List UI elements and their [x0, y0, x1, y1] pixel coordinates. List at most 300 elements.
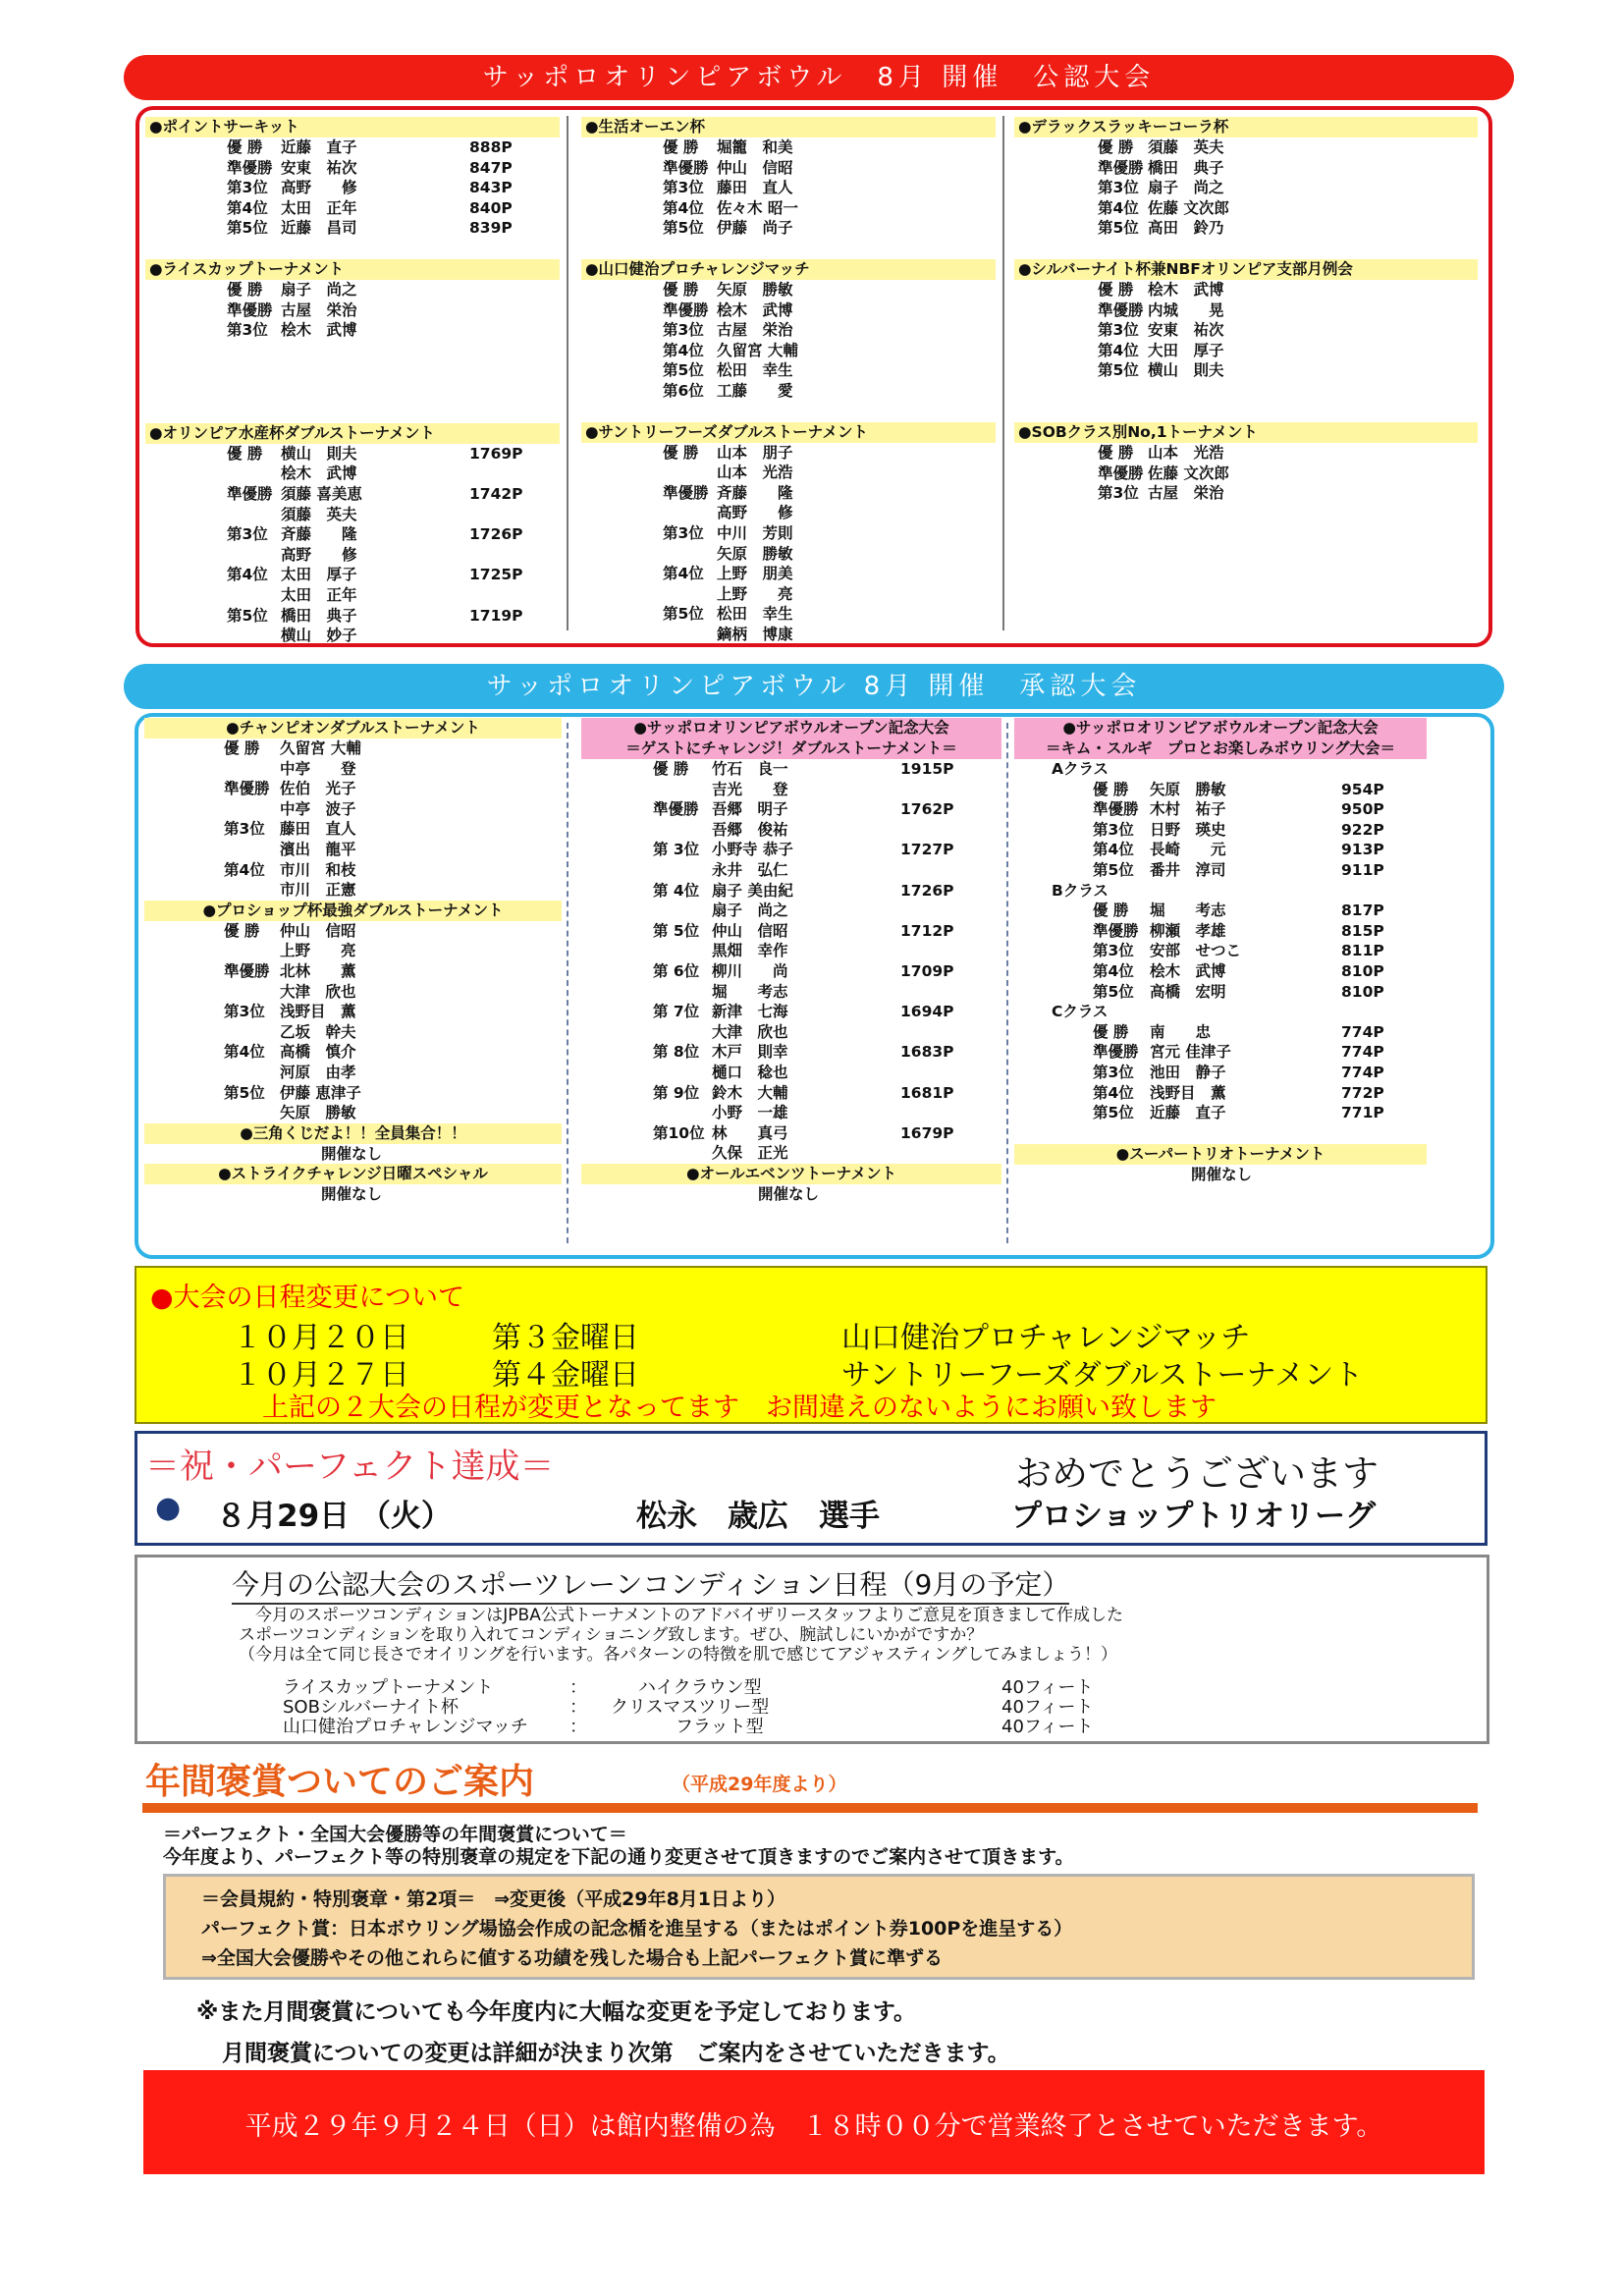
player-name: 鏑柄 博康	[717, 625, 793, 643]
approved-column-1	[144, 718, 562, 1205]
player-name: 市川 和枝	[280, 860, 356, 879]
result-row	[1014, 799, 1427, 820]
lane-text: （今月は全て同じ長さでオイリングを行います。各パターンの特徴を肌で感じてアジャスティングしてみましょう！）	[239, 1645, 1118, 1665]
rank-label: 準優勝	[224, 780, 270, 798]
result-row	[581, 137, 996, 158]
award-title: 年間褒賞ついてのご案内	[145, 1762, 535, 1802]
player-name: 北林 薫	[280, 961, 356, 980]
player-name: 長崎 元	[1150, 841, 1226, 859]
player-name: 浅野目 薫	[1150, 1083, 1226, 1102]
score: 843P	[469, 179, 513, 197]
rank-label: 第 4位	[653, 881, 700, 900]
change-event-1: 山口健治プロチャレンジマッチ	[841, 1321, 1251, 1355]
score: 922P	[1341, 820, 1384, 839]
rank-label: 第5位	[663, 361, 704, 380]
player-name: 佐々木 昭一	[717, 198, 798, 217]
rank-label: 第4位	[227, 566, 268, 584]
result-row	[581, 1083, 1001, 1104]
result-row	[581, 523, 996, 544]
result-row	[144, 982, 562, 1003]
rank-label: 第3位	[227, 179, 268, 197]
result-row	[581, 564, 996, 584]
result-row	[1014, 320, 1478, 341]
player-name: 佐藤 文次郎	[1148, 198, 1229, 217]
result-row	[1014, 464, 1478, 484]
result-row	[144, 799, 562, 820]
closing-notice	[143, 2070, 1485, 2174]
rank-label: 第3位	[227, 525, 268, 544]
rank-label: 第4位	[224, 1043, 265, 1062]
change-date-1: １０月２０日	[233, 1321, 409, 1355]
rank-label: 第3位	[227, 321, 268, 340]
result-row	[145, 280, 560, 301]
result-row	[581, 218, 996, 239]
rank-label: 準優勝	[653, 800, 699, 819]
result-row	[581, 1143, 1001, 1164]
rank-label: 準優勝	[1098, 301, 1144, 319]
result-row	[145, 565, 560, 585]
score: 840P	[469, 198, 513, 217]
player-name: 高野 修	[281, 545, 357, 564]
score: 1709P	[900, 961, 954, 980]
change-day-1: 第３金曜日	[492, 1321, 639, 1355]
player-name: 伊藤 尚子	[717, 219, 793, 238]
result-row	[581, 941, 1001, 961]
result-row	[145, 524, 560, 545]
rank-label: 第5位	[1098, 361, 1139, 380]
section-title: ●プロショップ杯最強ダブルストーナメント	[144, 901, 562, 921]
award-rule: ⇒全国大会優勝やその他これらに値する功績を残した場合も上記パーフェクト賞に準ずる	[201, 1947, 944, 1969]
result-row	[581, 961, 1001, 982]
rank-label: 第4位	[1093, 961, 1134, 980]
player-name: 竹石 良一	[712, 760, 788, 778]
perfect-player: 松永 歳広 選手	[636, 1499, 880, 1534]
rank-label: 準優勝	[1098, 158, 1144, 177]
rank-label: 第4位	[1098, 198, 1139, 217]
player-name: 扇子 尚之	[281, 280, 357, 299]
player-name: 横山 則夫	[281, 444, 357, 463]
score: 810P	[1341, 982, 1384, 1001]
perfect-date: ８月29日 （火）	[216, 1499, 452, 1534]
result-row	[144, 921, 562, 942]
list-item: 開催なし	[758, 1184, 820, 1203]
player-name: 大田 厚子	[1148, 341, 1224, 359]
rank-label: 第 6位	[653, 961, 700, 980]
result-row	[581, 584, 996, 605]
player-name: 鈴木 大輔	[712, 1083, 788, 1102]
lane-pattern: ハイクラウン型	[638, 1677, 762, 1698]
award-note: ※また月間褒賞についても今年度内に大幅な変更を予定しております。	[196, 1999, 917, 2025]
perfect-title: ＝祝・パーフェクト達成＝	[145, 1448, 555, 1487]
award-text: 今年度より、パーフェクト等の特別褒章の規定を下記の通り変更させて頂きますのでご案内させて頂きます。	[163, 1846, 1074, 1868]
closing-notice-text: 平成２９年９月２４日（日）は館内整備の為 １８時００分で営業終了とさせていただきます。	[244, 2111, 1383, 2142]
player-name: 宮元 佳津子	[1150, 1043, 1231, 1062]
result-row	[144, 941, 562, 961]
approved-column-2	[581, 718, 1001, 1204]
rank-label: 第3位	[663, 179, 704, 197]
result-row	[581, 604, 996, 625]
player-name: 須藤 英夫	[281, 505, 357, 523]
section-title: ●チャンピオンダブルストーナメント	[144, 718, 562, 738]
divider	[1006, 723, 1008, 1243]
score: 1712P	[900, 921, 954, 940]
rank-label: 第4位	[1093, 1083, 1134, 1102]
section-title: ●サントリーフーズダブルストーナメント	[581, 422, 996, 443]
player-name: 中亭 波子	[280, 799, 356, 818]
player-name: 中川 芳則	[717, 523, 793, 542]
player-name: 安東 祐次	[1148, 321, 1224, 340]
rank-label: 第5位	[663, 219, 704, 238]
player-name: 池田 静子	[1150, 1063, 1226, 1081]
player-name: 堀 考志	[1150, 902, 1226, 920]
result-row	[144, 1144, 562, 1165]
score: 1681P	[900, 1083, 954, 1102]
award-underline	[142, 1803, 1478, 1813]
rank-label: 第 5位	[653, 921, 700, 940]
result-row	[581, 1063, 1001, 1083]
score: 847P	[469, 158, 513, 177]
result-row	[1014, 901, 1427, 921]
result-row	[145, 198, 560, 219]
player-name: 中亭 登	[280, 759, 356, 778]
section-title: ●サッポロオリンピアボウルオープン記念大会	[581, 718, 1001, 738]
class-name: Cクラス	[1052, 1003, 1109, 1021]
score: 1725P	[469, 566, 523, 584]
score: 772P	[1341, 1083, 1384, 1102]
result-row	[145, 158, 560, 179]
result-row	[581, 198, 996, 219]
player-name: 佐藤 文次郎	[1148, 464, 1229, 482]
result-row	[1014, 1103, 1427, 1123]
player-name: 高野 修	[281, 179, 357, 197]
result-row	[1014, 982, 1427, 1003]
official-column-2	[581, 117, 996, 644]
rank-label: 第 3位	[653, 841, 700, 859]
score: 817P	[1341, 902, 1384, 920]
result-row	[145, 137, 560, 158]
rank-label: 第3位	[1098, 484, 1139, 503]
player-name: 高田 鈴乃	[1148, 219, 1224, 238]
player-name: 須藤 英夫	[1148, 138, 1224, 156]
rank-label: 優 勝	[1098, 280, 1134, 299]
result-row	[1014, 483, 1478, 504]
official-column-3	[1014, 117, 1478, 504]
player-name: 山本 光浩	[1148, 443, 1224, 462]
result-row	[145, 505, 560, 525]
player-name: 高橋 宏明	[1150, 982, 1226, 1001]
lane-sep: ：	[569, 1677, 587, 1698]
rank-label: 第3位	[1093, 942, 1134, 960]
result-row	[145, 606, 560, 627]
result-row	[144, 860, 562, 881]
rank-label: 第4位	[224, 860, 265, 879]
player-name: 黒畑 幸作	[712, 942, 788, 960]
result-row	[1014, 820, 1427, 841]
score: 1679P	[900, 1123, 954, 1142]
player-name: 堀籠 和美	[717, 138, 793, 156]
rank-label: 準優勝	[227, 301, 273, 319]
player-name: 高野 修	[717, 504, 793, 522]
result-row	[1014, 840, 1427, 860]
player-name: 樋口 稔也	[712, 1063, 788, 1081]
award-subtitle: （平成29年度より）	[672, 1774, 847, 1795]
player-name: 柳瀬 孝雄	[1150, 921, 1226, 940]
award-rule: ＝会員規約・特別褒章・第2項＝ ⇒変更後（平成29年8月1日より）	[201, 1888, 786, 1910]
result-row	[581, 840, 1001, 860]
player-name: 横山 妙子	[281, 627, 357, 645]
result-row	[144, 1063, 562, 1083]
list-item: 開催なし	[1191, 1165, 1253, 1183]
player-name: 扇子 美由紀	[712, 881, 793, 900]
rank-label: 第3位	[663, 523, 704, 542]
player-name: 扇子 尚之	[712, 902, 788, 920]
section-title: ●シルバーナイト杯兼NBFオリンピア支部月例会	[1014, 259, 1478, 280]
player-name: 安部 せつこ	[1150, 942, 1242, 960]
score: 1762P	[900, 800, 954, 819]
rank-label: 第 9位	[653, 1083, 700, 1102]
rank-label: 第6位	[663, 381, 704, 400]
player-name: 斉藤 隆	[281, 525, 357, 544]
result-row	[581, 320, 996, 341]
section-title: ●ポイントサーキット	[145, 117, 560, 137]
rank-label: 準優勝	[224, 961, 270, 980]
result-row	[581, 1103, 1001, 1123]
player-name: 須藤 喜美恵	[281, 484, 362, 503]
rank-label: 優 勝	[227, 444, 263, 463]
rank-label: 第4位	[663, 198, 704, 217]
award-note: 月間褒賞についての変更は詳細が決まり次第 ご案内をさせていただきます。	[222, 2041, 1010, 2066]
rank-label: 第5位	[1098, 219, 1139, 238]
player-name: 松田 幸生	[717, 361, 793, 380]
player-name: 浅野目 薫	[280, 1003, 356, 1021]
section-title: ●山口健治プロチャレンジマッチ	[581, 259, 996, 280]
result-row	[1014, 137, 1478, 158]
section-title: ●ストライクチャレンジ日曜スペシャル	[144, 1164, 562, 1184]
result-row	[581, 921, 1001, 942]
change-note: 上記の２大会の日程が変更となってます お間違えのないようにお願い致します	[262, 1393, 1217, 1423]
result-row	[144, 1042, 562, 1063]
player-name: 濱出 龍平	[280, 840, 356, 858]
result-row	[144, 1184, 562, 1205]
lane-pattern: フラット型	[676, 1717, 764, 1737]
lane-event: SOBシルバーナイト杯	[283, 1697, 459, 1718]
rank-label: 準優勝	[227, 158, 273, 177]
lane-event: 山口健治プロチャレンジマッチ	[283, 1717, 528, 1737]
approved-banner: サッポロオリンピアボウル 8月 開催 承認大会	[124, 664, 1504, 709]
rank-label: 優 勝	[224, 921, 260, 940]
rank-label: 第5位	[1093, 860, 1134, 879]
player-name: 木戸 則幸	[712, 1043, 788, 1062]
player-name: 吾郷 俊祐	[712, 820, 788, 839]
player-name: 内城 晃	[1148, 301, 1224, 319]
player-name: 近藤 直子	[281, 138, 357, 156]
rank-label: 優 勝	[227, 138, 263, 156]
perfect-league: プロショップトリオリーグ	[1011, 1499, 1377, 1534]
result-row	[1014, 360, 1478, 381]
result-row	[144, 819, 562, 840]
rank-label: 第3位	[224, 820, 265, 839]
section-title: ●オールエベンツトーナメント	[581, 1164, 1001, 1184]
player-name: 近藤 昌司	[281, 219, 357, 238]
result-row	[581, 483, 996, 504]
score: 811P	[1341, 942, 1384, 960]
divider	[567, 116, 568, 630]
rank-label: 第3位	[663, 321, 704, 340]
section-title: ＝ゲストにチャレンジ！ダブルストーナメント＝	[581, 738, 1001, 759]
score: 888P	[469, 138, 513, 156]
rank-label: 優 勝	[663, 280, 699, 299]
score: 774P	[1341, 1063, 1384, 1081]
player-name: 桧木 武博	[1148, 280, 1224, 299]
rank-label: 優 勝	[1093, 902, 1129, 920]
rank-label: 準優勝	[1093, 800, 1139, 819]
player-name: 近藤 直子	[1150, 1104, 1226, 1122]
result-row	[1014, 443, 1478, 464]
rank-label: 第3位	[1098, 179, 1139, 197]
result-row	[581, 381, 996, 402]
player-name: 扇子 尚之	[1148, 179, 1224, 197]
rank-label: 優 勝	[224, 739, 260, 757]
rank-label: 第5位	[227, 219, 268, 238]
player-name: 堀 考志	[712, 982, 788, 1001]
result-row	[145, 218, 560, 239]
result-row	[1014, 280, 1478, 301]
divider	[567, 723, 568, 1243]
lane-condition-box	[135, 1555, 1489, 1744]
score: 774P	[1341, 1043, 1384, 1062]
score: 911P	[1341, 860, 1384, 879]
class-name: Aクラス	[1052, 760, 1109, 778]
player-name: 山本 光浩	[717, 464, 793, 482]
section-title: ●オリンピア水産杯ダブルストーナメント	[145, 423, 560, 444]
rank-label: 準優勝	[1098, 464, 1144, 482]
result-row	[144, 1022, 562, 1043]
result-row	[581, 360, 996, 381]
player-name: 河原 由孝	[280, 1063, 356, 1081]
player-name: 仲山 信昭	[280, 921, 356, 940]
score: 913P	[1341, 841, 1384, 859]
lane-sep: ：	[569, 1717, 587, 1737]
result-row	[145, 464, 560, 484]
player-name: 高橋 慎介	[280, 1043, 356, 1062]
player-name: 桧木 武博	[281, 465, 357, 483]
divider	[1002, 116, 1004, 630]
rank-label: 準優勝	[663, 483, 709, 502]
score: 839P	[469, 219, 513, 238]
result-row	[581, 341, 996, 361]
official-banner: サッポロオリンピアボウル 8月 開催 公認大会	[124, 55, 1514, 100]
rank-label: 第4位	[1098, 341, 1139, 359]
schedule-change-box	[135, 1266, 1488, 1424]
score: 1726P	[469, 525, 523, 544]
rank-label: 第 8位	[653, 1043, 700, 1062]
rank-label: 準優勝	[663, 158, 709, 177]
rank-label: 第5位	[1093, 982, 1134, 1001]
player-name: 永井 弘仁	[712, 860, 788, 879]
result-row	[1014, 921, 1427, 942]
score: 1727P	[900, 841, 954, 859]
player-name: 日野 瑛史	[1150, 820, 1226, 839]
player-name: 仲山 信昭	[717, 158, 793, 177]
score: 1719P	[469, 606, 523, 625]
player-name: 新津 七海	[712, 1003, 788, 1021]
award-rule: パーフェクト賞：日本ボウリング場協会作成の記念楯を進呈する（またはポイント券100Pを進呈する）	[201, 1918, 1073, 1940]
result-row	[581, 982, 1001, 1003]
result-row	[1014, 301, 1478, 321]
score: 1915P	[900, 760, 954, 778]
score: 1683P	[900, 1043, 954, 1062]
result-row	[581, 1002, 1001, 1022]
award-rule-box	[163, 1874, 1475, 1980]
result-row	[145, 585, 560, 606]
section-title: ●サッポロオリンピアボウルオープン記念大会	[1014, 718, 1427, 738]
rank-label: 第5位	[224, 1083, 265, 1102]
rank-label: 第4位	[663, 341, 704, 359]
section-title: ●スーパートリオトーナメント	[1014, 1144, 1427, 1165]
result-row	[145, 545, 560, 566]
rank-label: 第4位	[227, 198, 268, 217]
section-title: ●デラックスラッキーコーラ杯	[1014, 117, 1478, 137]
player-name: 矢原 勝敏	[717, 544, 793, 563]
rank-label: 第3位	[1098, 321, 1139, 340]
player-name: 吾郷 明子	[712, 800, 788, 819]
section-title: ●ライスカップトーナメント	[145, 259, 560, 280]
lane-text: 今月のスポーツコンディションはJPBA公式トーナメントのアドバイザリースタッフよりご意見を頂きまして作成した	[255, 1606, 1123, 1625]
result-row	[581, 1042, 1001, 1063]
player-name: 久留宮 大輔	[717, 341, 798, 359]
result-row	[145, 444, 560, 465]
player-name: 太田 正年	[281, 198, 357, 217]
class-label	[1014, 759, 1427, 780]
rank-label: 優 勝	[1093, 780, 1129, 798]
result-row	[581, 780, 1001, 800]
score: 810P	[1341, 961, 1384, 980]
result-row	[1014, 1042, 1427, 1063]
change-day-2: 第４金曜日	[492, 1358, 639, 1393]
result-row	[1014, 198, 1478, 219]
rank-label: 第4位	[663, 565, 704, 583]
result-row	[1014, 860, 1427, 881]
player-name: 小野 一雄	[712, 1104, 788, 1122]
result-row	[581, 860, 1001, 881]
score: 950P	[1341, 800, 1384, 819]
player-name: 藤田 直人	[717, 179, 793, 197]
player-name: 桧木 武博	[281, 321, 357, 340]
player-name: 佐伯 光子	[280, 780, 356, 798]
result-row	[144, 961, 562, 982]
bullet-icon: ●	[155, 1491, 182, 1525]
result-row	[581, 463, 996, 483]
result-row	[1014, 780, 1427, 800]
rank-label: 第10位	[653, 1123, 705, 1142]
result-row	[1014, 961, 1427, 982]
rank-label: 優 勝	[227, 280, 263, 299]
result-row	[145, 178, 560, 198]
player-name: 柳川 尚	[712, 961, 788, 980]
rank-label: 第5位	[663, 605, 704, 624]
lane-condition-title: 今月の公認大会のスポーツレーンコンディション日程（9月の予定）	[232, 1563, 1069, 1605]
result-row	[581, 503, 996, 523]
result-row	[1014, 218, 1478, 239]
result-row	[144, 1083, 562, 1104]
player-name: 番井 淳司	[1150, 860, 1226, 879]
result-row	[144, 779, 562, 799]
result-row	[145, 301, 560, 321]
result-row	[581, 544, 996, 565]
player-name: 大津 欣也	[280, 982, 356, 1001]
rank-label: 第5位	[1093, 1104, 1134, 1122]
score: 815P	[1341, 921, 1384, 940]
